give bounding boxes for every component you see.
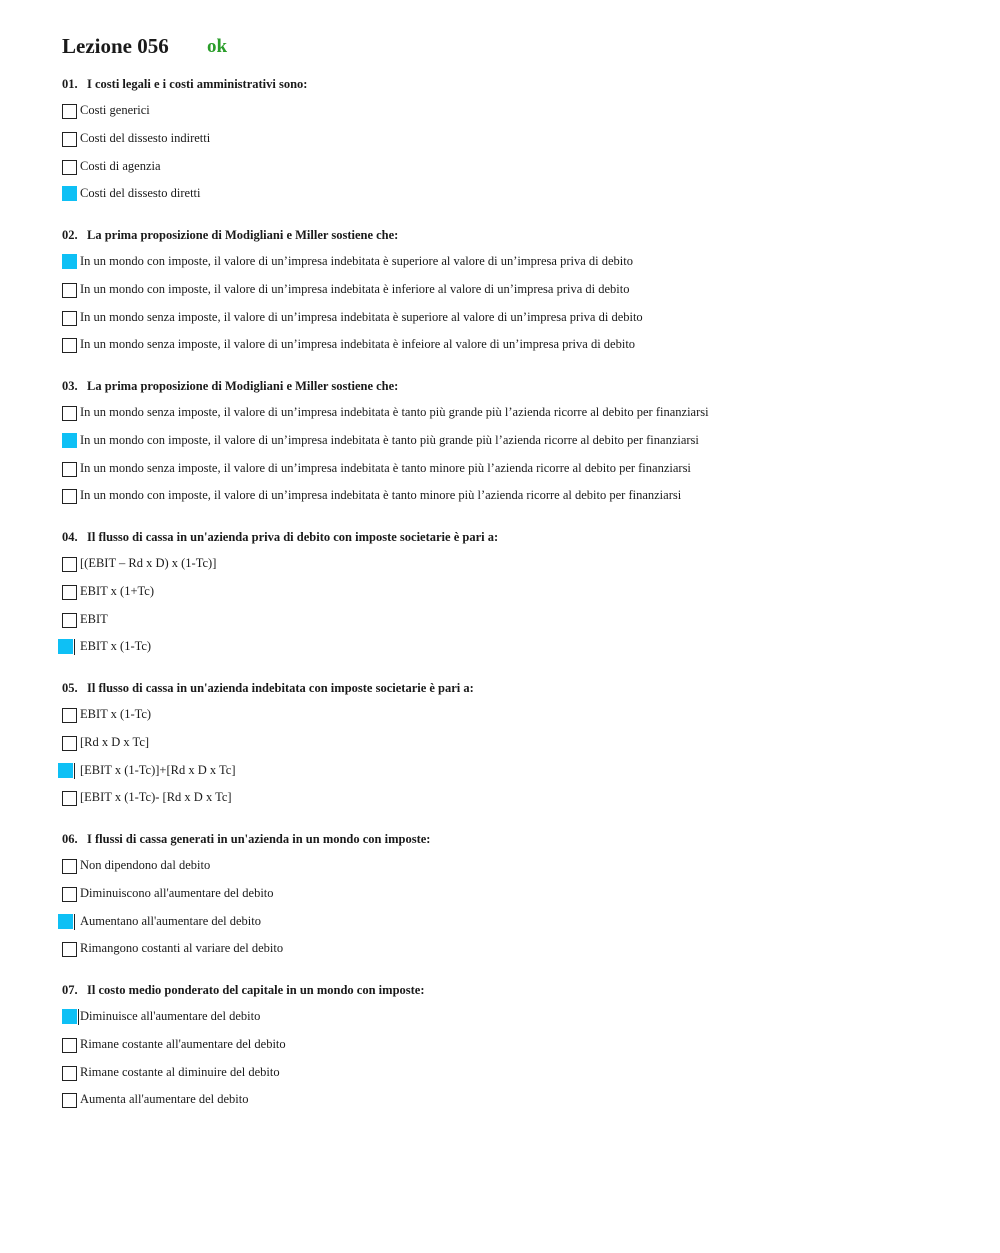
question-block [62,379,962,509]
checkbox[interactable] [62,104,77,119]
question-text: Il costo medio ponderato del capitale in un mondo con imposte: [87,983,425,997]
question-heading [62,530,498,545]
question-text: Il flusso di cassa in un'azienda indebitata con imposte societarie è pari a: [87,681,474,695]
answer-option[interactable] [62,1038,942,1058]
answer-option-label: Costi generici [80,103,150,117]
question-heading [62,77,307,92]
answer-option-label: Diminuisce all'aumentare del debito [80,1009,261,1023]
answer-option-label: In un mondo con imposte, il valore di un’impresa indebitata è superiore al valore di un’impresa priva di debito [80,254,633,268]
answer-option-label: Non dipendono dal debito [80,858,211,872]
question-text: I flussi di cassa generati in un'azienda in un mondo con imposte: [87,832,431,846]
question-block [62,228,962,358]
question-heading [62,983,425,998]
answer-option-label: In un mondo con imposte, il valore di un’impresa indebitata è inferiore al valore di un’impresa priva di debito [80,282,630,296]
answer-option[interactable] [62,640,942,660]
checkbox[interactable] [62,283,77,298]
answer-option-label: [EBIT x (1-Tc)]+[Rd x D x Tc] [80,763,236,777]
answer-option[interactable] [62,708,942,728]
answer-option-label: In un mondo senza imposte, il valore di un’impresa indebitata è superiore al valore di un’impresa priva di debito [80,310,643,324]
question-number: 07. [62,983,78,997]
checkbox[interactable] [62,736,77,751]
checkbox[interactable] [62,132,77,147]
answer-option-label: Rimane costante all'aumentare del debito [80,1037,286,1051]
answer-option-label: Aumenta all'aumentare del debito [80,1092,249,1106]
answer-option[interactable] [62,1093,942,1113]
checkbox[interactable] [62,708,77,723]
checkbox-checked[interactable] [58,639,73,654]
checkbox-checked[interactable] [62,433,77,448]
checkbox-checked[interactable] [62,254,77,269]
question-heading [62,228,398,243]
status-label: ok [207,36,228,57]
question-number: 04. [62,530,78,544]
checkbox[interactable] [62,406,77,421]
answer-option-label: Costi di agenzia [80,159,161,173]
answer-option[interactable] [62,462,942,482]
question-heading [62,379,398,394]
answer-option[interactable] [62,859,942,879]
question-text: La prima proposizione di Modigliani e Miller sostiene che: [87,379,399,393]
question-number: 06. [62,832,78,846]
answer-option-label: Diminuiscono all'aumentare del debito [80,886,274,900]
answer-option[interactable] [62,557,942,577]
answer-option[interactable] [62,406,942,426]
checkbox-checked[interactable] [62,1009,77,1024]
answer-option[interactable] [62,887,942,907]
checkbox[interactable] [62,160,77,175]
answer-option-label: Rimangono costanti al variare del debito [80,941,284,955]
question-text: La prima proposizione di Modigliani e Miller sostiene che: [87,228,399,242]
answer-option-label: [Rd x D x Tc] [80,735,150,749]
answer-option-label: [(EBIT – Rd x D) x (1-Tc)] [80,556,217,570]
checkbox-edge [74,763,75,779]
answer-option[interactable] [62,338,942,358]
checkbox[interactable] [62,311,77,326]
answer-option-label: Costi del dissesto diretti [80,186,201,200]
checkbox[interactable] [62,887,77,902]
answer-option-label: In un mondo senza imposte, il valore di un’impresa indebitata è tanto più grande più l’azienda ricorre al debito per finanziarsi [80,405,709,419]
answer-option[interactable] [62,311,942,331]
answer-option[interactable] [62,283,942,303]
answer-option-label: In un mondo senza imposte, il valore di un’impresa indebitata è tanto minore più l’azienda ricorre al debito per finanziarsi [80,461,691,475]
answer-option[interactable] [62,942,942,962]
answer-option-label: In un mondo con imposte, il valore di un’impresa indebitata è tanto più grande più l’azienda ricorre al debito per finanziarsi [80,433,699,447]
answer-option[interactable] [62,613,942,633]
answer-option[interactable] [62,736,942,756]
question-number: 03. [62,379,78,393]
answer-option-label: EBIT x (1-Tc) [80,707,152,721]
checkbox[interactable] [62,338,77,353]
answer-option-label: Rimane costante al diminuire del debito [80,1065,280,1079]
answer-option-label: Costi del dissesto indiretti [80,131,211,145]
answer-option[interactable] [62,434,942,454]
answer-option[interactable] [62,160,942,180]
checkbox-edge [74,639,75,655]
answer-option-label: In un mondo con imposte, il valore di un’impresa indebitata è tanto minore più l’azienda ricorre al debito per finanziarsi [80,488,682,502]
answer-option[interactable] [62,791,942,811]
checkbox[interactable] [62,557,77,572]
question-number: 05. [62,681,78,695]
answer-option-label: EBIT [80,612,108,626]
checkbox[interactable] [62,942,77,957]
page-title: Lezione 056 [62,34,169,58]
question-text: I costi legali e i costi amministrativi sono: [87,77,308,91]
checkbox-checked[interactable] [58,763,73,778]
question-block [62,983,962,1113]
answer-option-label: Aumentano all'aumentare del debito [80,914,262,928]
question-number: 02. [62,228,78,242]
checkbox[interactable] [62,489,77,504]
answer-option-label: In un mondo senza imposte, il valore di un’impresa indebitata è infeiore al valore di un’impresa priva di debito [80,337,636,351]
answer-option[interactable] [62,104,942,124]
checkbox-edge [78,1009,79,1025]
checkbox[interactable] [62,1066,77,1081]
answer-option[interactable] [62,1066,942,1086]
checkbox[interactable] [62,462,77,477]
answer-option[interactable] [62,764,942,784]
question-block [62,530,962,660]
checkbox[interactable] [62,859,77,874]
checkbox-edge [74,914,75,930]
answer-option[interactable] [62,915,942,935]
answer-option[interactable] [62,255,942,275]
question-block [62,832,962,962]
question-heading [62,832,430,847]
question-heading [62,681,474,696]
question-number: 01. [62,77,78,91]
answer-option-label: [EBIT x (1-Tc)- [Rd x D x Tc] [80,790,232,804]
answer-option[interactable] [62,187,942,207]
lesson-header [62,34,462,64]
question-text: Il flusso di cassa in un'azienda priva di debito con imposte societarie è pari a: [87,530,499,544]
checkbox[interactable] [62,613,77,628]
checkbox[interactable] [62,1038,77,1053]
answer-option[interactable] [62,489,942,509]
answer-option-label: EBIT x (1+Tc) [80,584,154,598]
question-block [62,681,962,811]
checkbox[interactable] [62,1093,77,1108]
checkbox-checked[interactable] [58,914,73,929]
checkbox[interactable] [62,791,77,806]
question-block [62,77,962,207]
answer-option[interactable] [62,1010,942,1030]
answer-option-label: EBIT x (1-Tc) [80,639,152,653]
answer-option[interactable] [62,585,942,605]
answer-option[interactable] [62,132,942,152]
checkbox-checked[interactable] [62,186,77,201]
checkbox[interactable] [62,585,77,600]
